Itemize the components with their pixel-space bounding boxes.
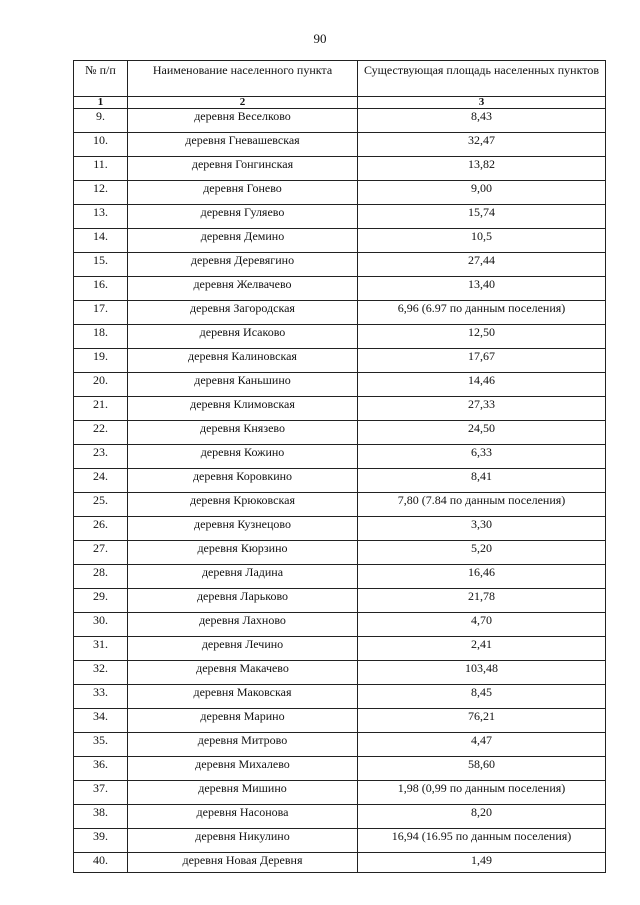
area-cell: 13,82 — [358, 157, 606, 181]
area-cell: 6,33 — [358, 445, 606, 469]
table-row — [74, 109, 606, 133]
area-cell: 10,5 — [358, 229, 606, 253]
column-numbers-row — [74, 97, 606, 109]
area-cell: 103,48 — [358, 661, 606, 685]
settlement-name-cell: деревня Кюрзино — [128, 541, 358, 565]
settlement-name-cell: деревня Кузнецово — [128, 517, 358, 541]
settlement-name-cell: деревня Загородская — [128, 301, 358, 325]
settlement-name-cell: деревня Каньшино — [128, 373, 358, 397]
area-cell: 6,96 (6.97 по данным поселения) — [358, 301, 606, 325]
row-number-cell: 35. — [74, 733, 128, 757]
table-row — [74, 637, 606, 661]
area-cell: 12,50 — [358, 325, 606, 349]
table-row — [74, 541, 606, 565]
area-cell: 1,49 — [358, 853, 606, 873]
table-row — [74, 205, 606, 229]
table-row — [74, 373, 606, 397]
row-number-cell: 30. — [74, 613, 128, 637]
row-number-cell: 31. — [74, 637, 128, 661]
row-number-cell: 32. — [74, 661, 128, 685]
settlement-name-cell: деревня Гневашевская — [128, 133, 358, 157]
table-row — [74, 517, 606, 541]
table-row — [74, 589, 606, 613]
settlement-name-cell: деревня Лечино — [128, 637, 358, 661]
row-number-cell: 15. — [74, 253, 128, 277]
table-row — [74, 613, 606, 637]
area-cell: 32,47 — [358, 133, 606, 157]
table-row — [74, 229, 606, 253]
page-number: 90 — [313, 31, 327, 46]
settlement-name-cell: деревня Гуляево — [128, 205, 358, 229]
settlement-name-cell: деревня Демино — [128, 229, 358, 253]
area-cell: 13,40 — [358, 277, 606, 301]
table-row — [74, 685, 606, 709]
settlement-name-cell: деревня Исаково — [128, 325, 358, 349]
area-cell: 1,98 (0,99 по данным поселения) — [358, 781, 606, 805]
table-row — [74, 157, 606, 181]
column-number-3: 3 — [358, 97, 606, 109]
table-row — [74, 493, 606, 517]
table-row — [74, 781, 606, 805]
row-number-cell: 38. — [74, 805, 128, 829]
area-cell: 14,46 — [358, 373, 606, 397]
settlement-name-cell: деревня Маковская — [128, 685, 358, 709]
table-row — [74, 733, 606, 757]
table-row — [74, 709, 606, 733]
settlement-name-cell: деревня Насонова — [128, 805, 358, 829]
area-cell: 21,78 — [358, 589, 606, 613]
area-cell: 2,41 — [358, 637, 606, 661]
table-header-row — [74, 61, 606, 97]
row-number-cell: 24. — [74, 469, 128, 493]
area-cell: 58,60 — [358, 757, 606, 781]
table-row — [74, 565, 606, 589]
table-row — [74, 805, 606, 829]
row-number-cell: 34. — [74, 709, 128, 733]
area-cell: 15,74 — [358, 205, 606, 229]
row-number-cell: 13. — [74, 205, 128, 229]
table-row — [74, 253, 606, 277]
header-number: № п/п — [74, 61, 128, 97]
settlement-name-cell: деревня Ларьково — [128, 589, 358, 613]
settlement-name-cell: деревня Веселково — [128, 109, 358, 133]
settlement-name-cell: деревня Кожино — [128, 445, 358, 469]
row-number-cell: 22. — [74, 421, 128, 445]
settlement-name-cell: деревня Михалево — [128, 757, 358, 781]
settlement-name-cell: деревня Марино — [128, 709, 358, 733]
area-cell: 3,30 — [358, 517, 606, 541]
row-number-cell: 37. — [74, 781, 128, 805]
row-number-cell: 21. — [74, 397, 128, 421]
table-row — [74, 277, 606, 301]
settlement-name-cell: деревня Ладина — [128, 565, 358, 589]
table-row — [74, 133, 606, 157]
settlement-name-cell: деревня Желвачево — [128, 277, 358, 301]
settlement-name-cell: деревня Мишино — [128, 781, 358, 805]
row-number-cell: 10. — [74, 133, 128, 157]
table-row — [74, 421, 606, 445]
table-row — [74, 853, 606, 873]
column-number-1: 1 — [74, 97, 128, 109]
table-row — [74, 829, 606, 853]
settlement-name-cell: деревня Гонево — [128, 181, 358, 205]
area-cell: 8,20 — [358, 805, 606, 829]
header-settlement-name: Наименование населенного пункта — [128, 61, 358, 97]
area-cell: 16,46 — [358, 565, 606, 589]
row-number-cell: 18. — [74, 325, 128, 349]
settlement-name-cell: деревня Деревягино — [128, 253, 358, 277]
area-cell: 16,94 (16.95 по данным поселения) — [358, 829, 606, 853]
area-cell: 27,33 — [358, 397, 606, 421]
row-number-cell: 23. — [74, 445, 128, 469]
table-row — [74, 325, 606, 349]
row-number-cell: 28. — [74, 565, 128, 589]
column-number-2: 2 — [128, 97, 358, 109]
table-row — [74, 661, 606, 685]
table-row — [74, 181, 606, 205]
row-number-cell: 17. — [74, 301, 128, 325]
table-row — [74, 301, 606, 325]
row-number-cell: 36. — [74, 757, 128, 781]
area-cell: 8,43 — [358, 109, 606, 133]
settlement-name-cell: деревня Крюковская — [128, 493, 358, 517]
table-row — [74, 445, 606, 469]
table-row — [74, 757, 606, 781]
row-number-cell: 12. — [74, 181, 128, 205]
table-body — [74, 109, 606, 873]
settlement-name-cell: деревня Новая Деревня — [128, 853, 358, 873]
area-cell: 76,21 — [358, 709, 606, 733]
table-row — [74, 397, 606, 421]
area-cell: 24,50 — [358, 421, 606, 445]
row-number-cell: 26. — [74, 517, 128, 541]
area-cell: 4,47 — [358, 733, 606, 757]
settlement-name-cell: деревня Гонгинская — [128, 157, 358, 181]
area-cell: 5,20 — [358, 541, 606, 565]
row-number-cell: 40. — [74, 853, 128, 873]
row-number-cell: 20. — [74, 373, 128, 397]
settlement-name-cell: деревня Лахново — [128, 613, 358, 637]
settlement-name-cell: деревня Макачево — [128, 661, 358, 685]
header-existing-area: Существующая площадь населенных пунктов — [358, 61, 606, 97]
row-number-cell: 39. — [74, 829, 128, 853]
row-number-cell: 9. — [74, 109, 128, 133]
settlement-name-cell: деревня Коровкино — [128, 469, 358, 493]
table-row — [74, 349, 606, 373]
settlement-name-cell: деревня Митрово — [128, 733, 358, 757]
row-number-cell: 19. — [74, 349, 128, 373]
row-number-cell: 33. — [74, 685, 128, 709]
area-cell: 9,00 — [358, 181, 606, 205]
row-number-cell: 14. — [74, 229, 128, 253]
row-number-cell: 16. — [74, 277, 128, 301]
area-cell: 27,44 — [358, 253, 606, 277]
area-cell: 17,67 — [358, 349, 606, 373]
settlement-name-cell: деревня Князево — [128, 421, 358, 445]
table-row — [74, 469, 606, 493]
row-number-cell: 29. — [74, 589, 128, 613]
row-number-cell: 11. — [74, 157, 128, 181]
settlement-name-cell: деревня Никулино — [128, 829, 358, 853]
area-cell: 7,80 (7.84 по данным поселения) — [358, 493, 606, 517]
area-cell: 8,41 — [358, 469, 606, 493]
row-number-cell: 25. — [74, 493, 128, 517]
area-cell: 8,45 — [358, 685, 606, 709]
area-cell: 4,70 — [358, 613, 606, 637]
settlement-name-cell: деревня Калиновская — [128, 349, 358, 373]
settlements-table — [73, 60, 606, 873]
row-number-cell: 27. — [74, 541, 128, 565]
settlement-name-cell: деревня Климовская — [128, 397, 358, 421]
